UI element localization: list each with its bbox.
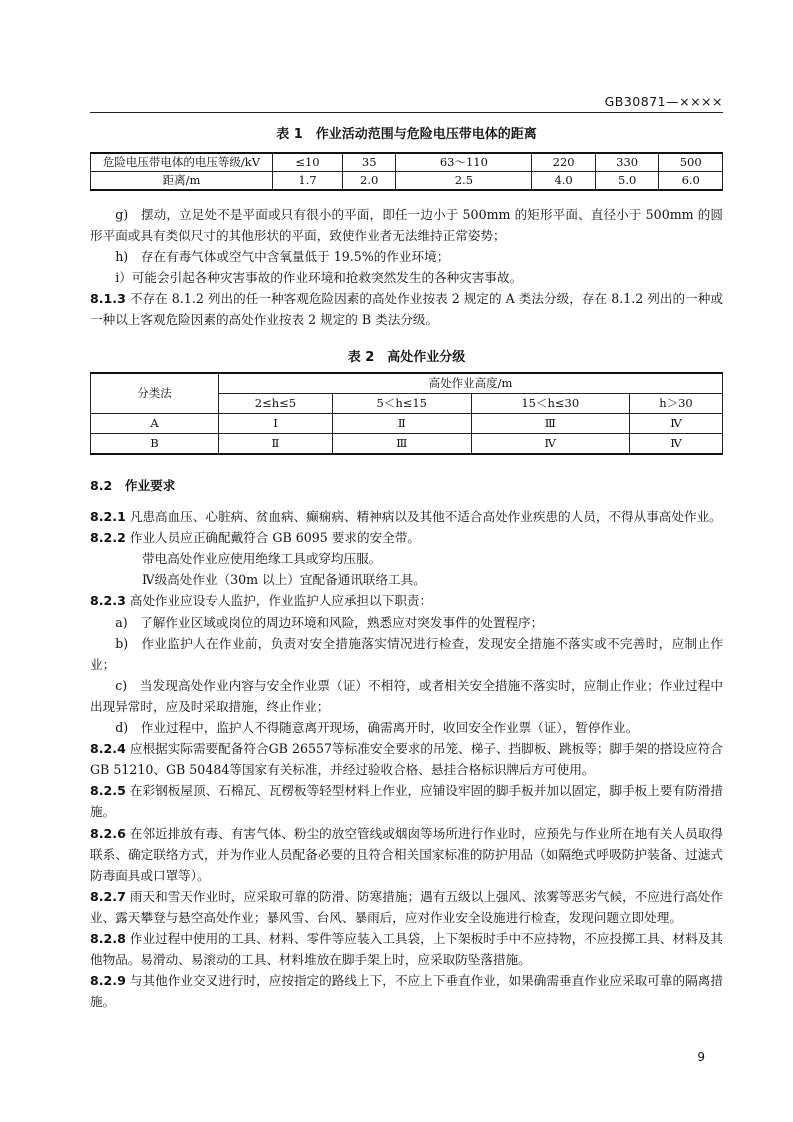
table-cell: Ⅱ bbox=[332, 414, 471, 434]
table-cell: Ⅲ bbox=[471, 414, 629, 434]
table-cell: 35 bbox=[342, 153, 395, 172]
clause-8-2-5 bbox=[90, 780, 723, 822]
table-cell: 4.0 bbox=[532, 172, 596, 191]
clause-number: 8.2.2 bbox=[90, 530, 126, 546]
clause-text: 作业过程中使用的工具、材料、零件等应装入工具袋，上下架板时手中不应持物，不应投掷工具、材料及其他物品。易滑动、易滚动的工具、材料堆放在脚手架上时，应采取防坠落措施。 bbox=[90, 930, 723, 968]
table-cell: Ⅳ bbox=[629, 414, 722, 434]
table-cell: ≤10 bbox=[273, 153, 343, 172]
clause-8-2-2-line3: Ⅳ级高处作业（30m 以上）宜配备通讯联络工具。 bbox=[142, 572, 426, 588]
table-header-cell: 危险电压带电体的电压等级/kV bbox=[91, 153, 273, 172]
table-header-cell: 5＜h≤15 bbox=[332, 394, 471, 414]
header-rule bbox=[90, 112, 723, 113]
section-title: 作业要求 bbox=[124, 478, 176, 493]
table1 bbox=[90, 152, 723, 191]
table-row bbox=[91, 153, 723, 172]
table-cell: Ⅰ bbox=[219, 414, 333, 434]
table-header-cell: 高处作业高度/m bbox=[219, 373, 723, 394]
clause-text: 作业人员应正确配戴符合 GB 6095 要求的安全带。 bbox=[129, 530, 420, 546]
clause-number: 8.2.4 bbox=[90, 741, 126, 757]
clause-8-2-2 bbox=[90, 527, 723, 548]
clause-8-2-2-line2: 带电高处作业应使用绝缘工具或穿均压服。 bbox=[142, 551, 382, 567]
table1-title: 表 1 作业活动范围与危险电压带电体的距离 bbox=[276, 127, 537, 142]
clause-text: 高处作业应设专人监护，作业监护人应承担以下职责： bbox=[129, 593, 433, 609]
clause-8-2-1 bbox=[90, 506, 723, 527]
standard-code: GB30871—×××× bbox=[604, 94, 723, 109]
list-item-a: a) 了解作业区域或岗位的周边环境和风险，熟悉应对突发事件的处置程序； bbox=[115, 614, 544, 630]
clause-8-2-6 bbox=[90, 823, 723, 886]
table-row bbox=[91, 172, 723, 191]
table-row bbox=[91, 434, 723, 455]
table-header-cell: 距离/m bbox=[91, 172, 273, 191]
clause-8-2-9 bbox=[90, 970, 723, 1012]
body-part1 bbox=[90, 204, 723, 331]
table-cell: Ⅱ bbox=[219, 434, 333, 455]
list-item-h: h) 存在有毒气体或空气中含氧量低于 19.5%的作业环境； bbox=[115, 249, 450, 265]
clause-text: 与其他作业交叉进行时，应按指定的路线上下，不应上下垂直作业，如果确需垂直作业应采取可靠的隔离措施。 bbox=[90, 973, 723, 1010]
table-header-cell: 2≤h≤5 bbox=[219, 394, 333, 414]
clause-number: 8.2.6 bbox=[90, 825, 126, 841]
clause-text: 在彩钢板屋顶、石棉瓦、瓦楞板等轻型材料上作业，应铺设牢固的脚手板并加以固定，脚手板上要有防滑措施。 bbox=[90, 783, 723, 820]
table-cell: 2.5 bbox=[396, 172, 532, 191]
section-heading-8-2 bbox=[90, 475, 723, 496]
clause-text: 应根据实际需要配备符合GB 26557等标准安全要求的吊笼、梯子、挡脚板、跳板等；脚手架的搭设应符合GB 51210、GB 50484等国家有关标准，并经过验收合格、悬挂合格标识牌后方可使用。 bbox=[90, 741, 723, 778]
clause-number: 8.2.8 bbox=[90, 930, 126, 946]
clause-number: 8.2.3 bbox=[90, 593, 126, 609]
clause-number: 8.1.3 bbox=[90, 291, 126, 307]
table-cell: 5.0 bbox=[595, 172, 659, 191]
table-header-cell: 15＜h≤30 bbox=[471, 394, 629, 414]
body-part2 bbox=[90, 475, 723, 1012]
section-number: 8.2 bbox=[90, 478, 113, 493]
clause-text: 雨天和雪天作业时，应采取可靠的防滑、防寒措施；遇有五级以上强风、浓雾等恶劣气候，不应进行高处作业、露天攀登与悬空高处作业；暴风雪、台风、暴雨后，应对作业安全设施进行检查，发现问题立即处理。 bbox=[90, 888, 723, 925]
table-cell: Ⅳ bbox=[471, 434, 629, 455]
list-item-d: d) 作业过程中，监护人不得随意离开现场，确需离开时，收回安全作业票（证），暂停作业。 bbox=[115, 720, 639, 736]
table-header-cell: 分类法 bbox=[91, 373, 219, 414]
table2 bbox=[90, 372, 723, 455]
table2-title: 表 2 高处作业分级 bbox=[347, 350, 466, 365]
clause-8-2-7 bbox=[90, 886, 723, 928]
list-item-i: i）可能会引起各种灾害事故的作业环境和抢救突然发生的各种灾害事故。 bbox=[115, 270, 523, 286]
table-cell: B bbox=[91, 434, 219, 455]
clause-number: 8.2.5 bbox=[90, 783, 126, 799]
clause-text: 凡患高血压、心脏病、贫血病、癫痫病、精神病以及其他不适合高处作业疾患的人员，不得从事高处作业。 bbox=[129, 509, 722, 525]
table-cell: 6.0 bbox=[659, 172, 723, 191]
page-number: 9 bbox=[697, 1050, 705, 1064]
list-item-g: g) 摆动，立足处不是平面或只有很小的平面，即任一边小于 500mm 的矩形平面、直径小于 500mm 的圆形平面或具有类似尺寸的其他形状的平面，致使作业者无法维持正常姿势； bbox=[90, 207, 723, 244]
table-cell: A bbox=[91, 414, 219, 434]
clause-number: 8.2.9 bbox=[90, 973, 126, 989]
clause-text: 在邻近排放有毒、有害气体、粉尘的放空管线或烟囱等场所进行作业时，应预先与作业所在地有关人员取得联系、确定联络方式，并为作业人员配备必要的且符合相关国家标准的防护用品（如隔绝式呼吸防护装备、过滤式防毒面具或口罩等）。 bbox=[90, 825, 723, 883]
list-item-b: b) 作业监护人在作业前，负责对安全措施落实情况进行检查，发现安全措施不落实或不完善时，应制止作业； bbox=[90, 635, 723, 672]
table-cell: Ⅳ bbox=[629, 434, 722, 455]
table-row bbox=[91, 414, 723, 434]
table-header-cell: h＞30 bbox=[629, 394, 722, 414]
table-row bbox=[91, 373, 723, 394]
table-cell: 2.0 bbox=[342, 172, 395, 191]
table-cell: 63～110 bbox=[396, 153, 532, 172]
table-cell: 330 bbox=[595, 153, 659, 172]
clause-number: 8.2.7 bbox=[90, 888, 126, 904]
table-cell: 500 bbox=[659, 153, 723, 172]
list-item-c: c) 当发现高处作业内容与安全作业票（证）不相符，或者相关安全措施不落实时，应制止作业；作业过程中出现异常时，应及时采取措施，终止作业； bbox=[90, 677, 723, 714]
clause-8-2-3 bbox=[90, 590, 723, 611]
clause-8-1-3 bbox=[90, 288, 723, 330]
clause-8-2-8 bbox=[90, 928, 723, 970]
table-cell: 1.7 bbox=[273, 172, 343, 191]
clause-text: 不存在 8.1.2 列出的任一种客观危险因素的高处作业按表 2 规定的 A 类法分级，存在 8.1.2 列出的一种或一种以上客观危险因素的高处作业按表 2 规定的 B 类法分级。 bbox=[90, 291, 723, 328]
table-cell: Ⅲ bbox=[332, 434, 471, 455]
clause-8-2-4 bbox=[90, 738, 723, 780]
clause-number: 8.2.1 bbox=[90, 509, 126, 525]
table-cell: 220 bbox=[532, 153, 596, 172]
